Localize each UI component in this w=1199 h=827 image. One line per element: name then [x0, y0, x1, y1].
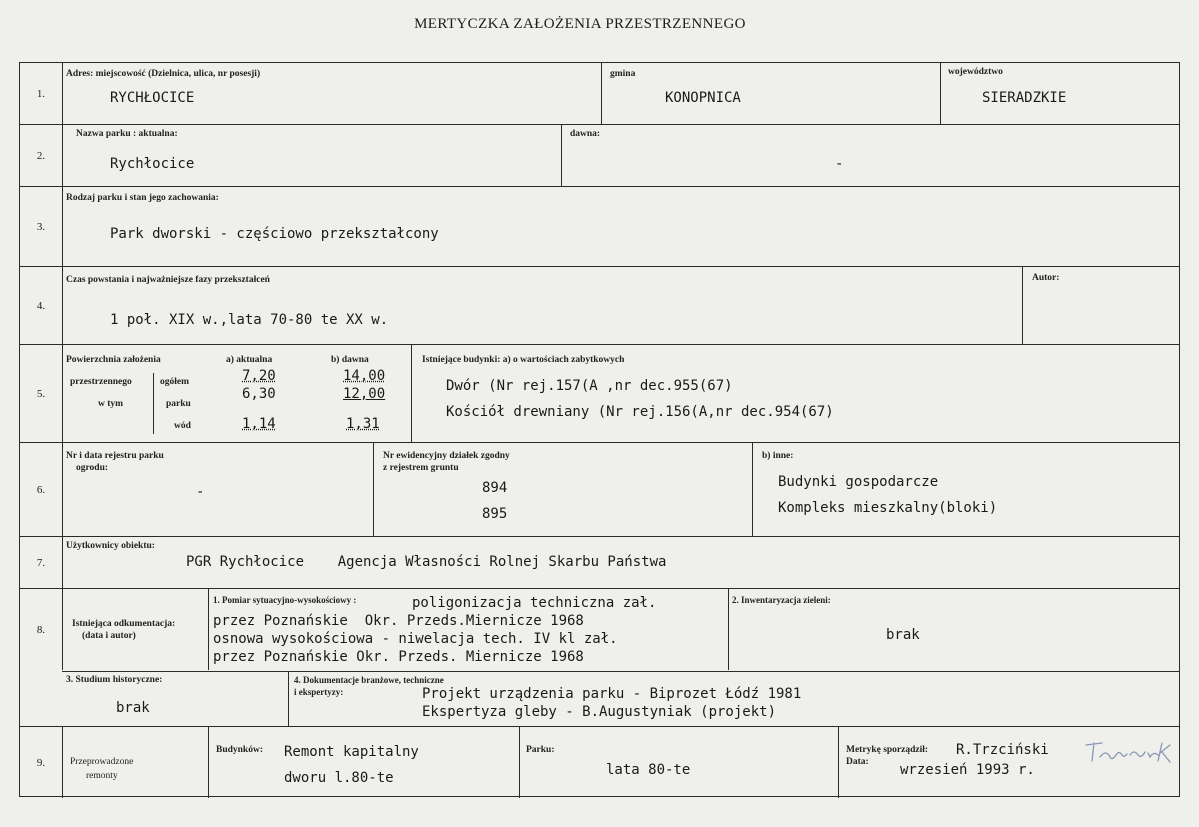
row-number: 3.: [20, 187, 63, 266]
documentation-label: Istniejąca odkumentacja:: [72, 619, 176, 629]
greenery-inventory-value: brak: [886, 627, 920, 643]
area-label-cont: przestrzennego: [70, 377, 132, 387]
survey-line-3: osnowa wysokościowa - niwelacja tech. IV kl zał.: [213, 631, 618, 647]
voivodeship-label: województwo: [948, 67, 1003, 77]
row-users: [20, 537, 1179, 589]
card-title: MERTYCZKA ZAŁOŻENIA PRZESTRZENNEGO: [414, 16, 746, 32]
area-label-including: w tym: [98, 399, 124, 409]
row-registry: [20, 443, 1179, 537]
row-park-type: [20, 187, 1179, 267]
technical-docs-label: 4. Dokumentacje branżowe, techniczne: [294, 675, 444, 685]
technical-doc-2: Ekspertyza gleby - B.Augustyniak (projekt): [422, 704, 777, 720]
row-area-buildings: [20, 345, 1179, 443]
gmina-value: KONOPNICA: [665, 90, 741, 106]
repairs-label: Przeprowadzone: [70, 757, 134, 767]
row-number: 7.: [20, 537, 63, 588]
origin-time-label: Czas powstania i najważniejsze fazy przekształceń: [66, 275, 270, 285]
handwritten-signature: [1082, 737, 1178, 767]
row-number: 5.: [20, 345, 63, 442]
water-current-value: 1,14: [242, 416, 276, 432]
water-area-label: wód: [174, 421, 191, 431]
survey-line-4: przez Poznańskie Okr. Przeds. Miernicze 1968: [213, 649, 584, 665]
date-value: wrzesień 1993 r.: [900, 762, 1035, 778]
metric-form: [19, 62, 1180, 797]
plots-label: Nr ewidencyjny działek zgodny: [383, 451, 510, 461]
row-park-name: [20, 125, 1179, 187]
address-label: Adres: miejscowość (Dzielnica, ulica, nr posesji): [66, 69, 261, 79]
row-number: 1.: [20, 63, 63, 124]
buildings-repair-line-1: Remont kapitalny: [284, 744, 419, 760]
historic-building-1: Dwór (Nr rej.157(A ,nr dec.955(67): [446, 378, 733, 394]
former-name-label: dawna:: [570, 129, 601, 139]
voivodeship-value: SIERADZKIE: [982, 90, 1067, 106]
total-former-value: 14,00: [343, 368, 386, 384]
park-name-value: Rychłocice: [110, 156, 195, 172]
row-origin-time: [20, 267, 1179, 345]
technical-doc-1: Projekt urządzenia parku - Biprozet Łódź 1981: [422, 686, 802, 702]
park-current-value: 6,30: [242, 386, 276, 402]
origin-time-value: 1 poł. XIX w.,lata 70-80 te XX w.: [110, 312, 389, 328]
documentation-label-cont: (data i autor): [82, 631, 136, 641]
registry-label-cont: ogrodu:: [76, 463, 109, 473]
compiled-by-value: R.Trzciński: [956, 742, 1049, 758]
historical-study-value: brak: [116, 700, 150, 716]
plot-number-1: 894: [482, 480, 508, 496]
col-former-label: b) dawna: [331, 355, 369, 365]
buildings-repair-line-2: dworu l.80-te: [284, 770, 394, 786]
address-value: RYCHŁOCICE: [110, 90, 195, 106]
compiled-by-label: Metrykę sporządził:: [846, 745, 929, 755]
historical-study-label: 3. Studium historyczne:: [66, 675, 163, 685]
author-label: Autor:: [1032, 273, 1060, 283]
registry-label: Nr i data rejestru parku: [66, 451, 164, 461]
park-repair-label: Parku:: [526, 745, 555, 755]
gmina-label: gmina: [610, 69, 636, 79]
park-type-label: Rodzaj parku i stan jego zachowania:: [66, 193, 219, 203]
water-former-value: 1,31: [346, 416, 380, 432]
other-building-2: Kompleks mieszkalny(bloki): [778, 500, 998, 516]
row-repairs: [20, 727, 1179, 798]
other-building-1: Budynki gospodarcze: [778, 474, 939, 490]
row-number: 8.: [20, 589, 63, 670]
former-name-value: -: [835, 156, 844, 172]
park-type-value: Park dworski - częściowo przekształcony: [110, 226, 439, 242]
row-number: 2.: [20, 125, 63, 186]
plot-number-2: 895: [482, 506, 508, 522]
row-number: 4.: [20, 267, 63, 344]
park-name-label: Nazwa parku : aktualna:: [76, 129, 178, 139]
survey-line-1: poligonizacja techniczna zał.: [412, 595, 657, 611]
row-number: 9.: [20, 727, 63, 798]
park-repair-value: lata 80-te: [606, 762, 691, 778]
row-number: 6.: [20, 443, 63, 536]
repairs-label-cont: remonty: [86, 771, 118, 781]
other-buildings-label: b) inne:: [762, 451, 794, 461]
area-label: Powierzchnia założenia: [66, 355, 161, 365]
row-documentation: [20, 589, 1179, 727]
technical-docs-label-cont: i ekspertyzy:: [294, 687, 344, 697]
survey-label: 1. Pomiar sytuacyjno-wysokościowy :: [213, 595, 357, 605]
total-label: ogółem: [160, 377, 190, 387]
date-label: Data:: [846, 757, 869, 767]
registry-value: -: [196, 484, 205, 500]
park-area-label: parku: [166, 399, 191, 409]
plots-label-cont: z rejestrem gruntu: [383, 463, 459, 473]
row-address: [20, 63, 1179, 125]
historic-building-2: Kościół drewniany (Nr rej.156(A,nr dec.954(67): [446, 404, 834, 420]
users-value: PGR Rychłocice Agencja Własności Rolnej Skarbu Państwa: [186, 554, 667, 570]
col-current-label: a) aktualna: [226, 355, 273, 365]
survey-line-2: przez Poznańskie Okr. Przeds.Miernicze 1968: [213, 613, 584, 629]
park-former-value: 12,00: [343, 386, 386, 402]
buildings-repair-label: Budynków:: [216, 745, 263, 755]
total-current-value: 7,20: [242, 368, 276, 384]
greenery-inventory-label: 2. Inwentaryzacja zieleni:: [732, 595, 831, 605]
historic-buildings-label: Istniejące budynki: a) o wartościach zabytkowych: [422, 355, 625, 365]
users-label: Użytkownicy obiektu:: [66, 541, 155, 551]
